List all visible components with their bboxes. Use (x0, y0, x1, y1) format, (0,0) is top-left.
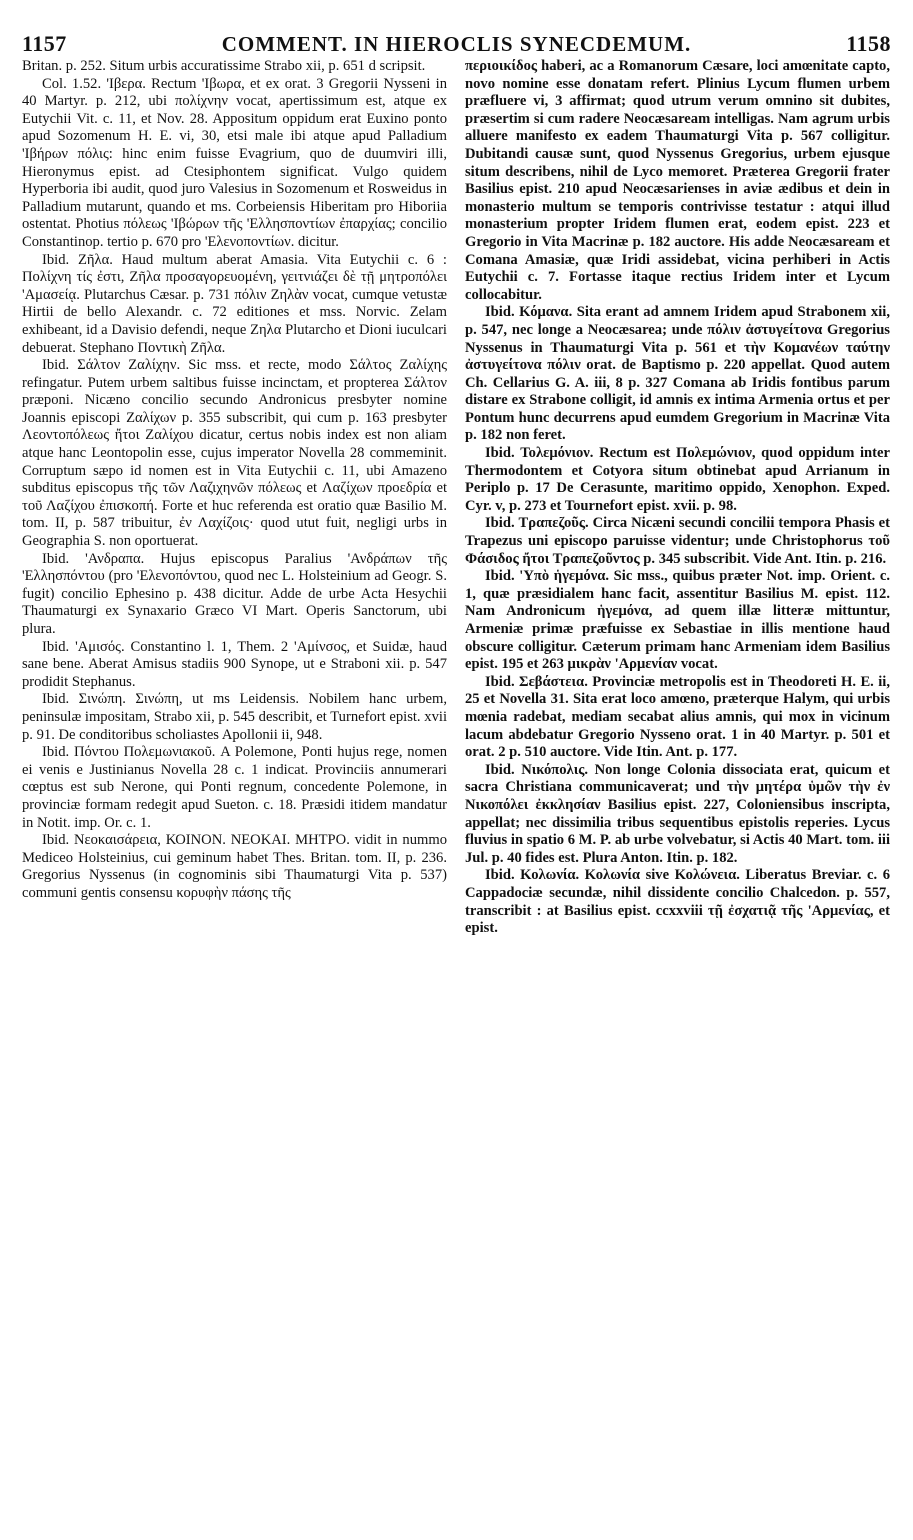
paragraph: Ibid. Νεοκαισάρεια, ΚΟΙΝΟΝ. ΝΕΟΚΑΙ. ΜΗΤΡΟ. vidit in nummo Mediceo Holsteinius, cui geminum habet Thes. Britan. tom. II, p. 236. Gregorius Nyssenus (in cognominis sibi Thaumaturgi Vita p. 537) communi gentis consensu κορυφὴν πάσης τῆς (22, 832, 447, 901)
page-header (22, 30, 891, 58)
right-page-number: 1158 (846, 31, 891, 56)
paragraph: Ibid. Ζῆλα. Haud multum aberat Amasia. Vita Eutychii c. 6 : Πολίχνη τίς ἐστι, Ζῆλα προσαγορευομένη, γειτνιάζει δὲ τῇ μητροπόλει 'Αμασείᾳ. Plutarchus Cæsar. p. 731 πόλιν Ζηλὰν vocat, cumque vetustæ Hirtii de bello Alexandr. c. 72 editiones et mss. Norvic. Zelam exhibeant, id a Davisio defendi, neque Ζηλα Plutarcho et Dioni iuculcari debuerat. Stephano Ποντικὴ Ζῆλα. (22, 251, 447, 356)
paragraph: Britan. p. 252. Situm urbis accuratissime Strabo xii, p. 651 d scripsit. (22, 58, 426, 74)
paragraph: περιοικίδος haberi, ac a Romanorum Cæsare, loci amœnitate capto, novo nomine esse donatam refert. Plinius Lycum flumen urbem præfluere vi, 3 affirmat; quod utrum verum omnino sit dubites, præsertim si cum radere Neocæsaream intelligas. Nam agrum urbis alluere manifesto ex eadem Thaumaturgi Vita p. 567 colligitur. Dubitandi causæ sunt, quod Nyssenus Gregorius, urbem ejusque situm describens, nihil de Lyco memoret. Præterea Gregorii frater Basilius epist. 210 apud Neocæsarienses in aviæ ædibus et dein in monasterio multum se temporis contrivisse testatur : atqui illud monasterium propter Iridem flumen erat, eodem epist. 223 et Gregorio in Vita Macrinæ p. 182 auctore. His adde Neocæsaream et Comana Amasiæ, quæ Iridi assidebat, vicina perhiberi in Actis Eutychii c. 7. Fortasse itaque rectius Iridem inter et Lycum collocabitur. (465, 58, 890, 303)
paragraph: Ibid. Τολεμόνιον. Rectum est Πολεμώνιον, quod oppidum inter Thermodontem et Cotyora situm obtinebat apud Arrianum in Periplo p. 17 De Cerasunte, maritimo oppido, Xenophon. Exped. Cyr. v, p. 273 et Tournefort epist. xvii. p. 98. (465, 445, 890, 514)
paragraph: Ibid. Νικόπολις. Non longe Colonia dissociata erat, quicum et sacra Christiana communicaverat; und τὴν μητέρα ὑμῶν τὴν ἐν Νικοπόλει ἐκκλησίαν Basilius epist. 227, Coloniensibus inscripta, appellat; nec dissimilia tribus sequentibus epistolis reperies. Lycus fluvius in spatio 6 M. P. ab urbe volvebatur, si Actis 40 Mart. tom. iii Jul. p. 40 fides est. Plura Anton. Itin. p. 182. (465, 761, 890, 866)
paragraph: Ibid. Σεβάστεια. Provinciæ metropolis est in Theodoreti H. E. ii, 25 et Novella 31. Sita erat loco amœno, præterque Halym, qui urbis mœnia radebat, mediam secabat alius amnis, qui mox in vicinum lacum abdebatur Gregorio Nysseno orat. 1 in 40 Martyr. p. 501 et orat. 2 p. 510 auctore. Vide Itin. Ant. p. 177. (465, 673, 890, 761)
text-columns (22, 58, 891, 1518)
paragraph: Ibid. 'Υπὸ ἡγεμόνα. Sic mss., quibus præter Not. imp. Orient. c. 1, quæ præsidialem hanc facit, assentitur Basilius M. epist. 112. Nam Andronicum ἡγεμόνα, ad quem illæ litteræ mittuntur, Armeniæ primæ præfuisse ex Sebastiae in illis mentione haud obscure colligitur. Cæterum primam hanc Armeniam idem Basilius epist. 195 et 263 μικρὰν 'Αρμενίαν vocat. (465, 568, 890, 673)
paragraph: Ibid. Τραπεζοῦς. Circa Nicæni secundi concilii tempora Phasis et Trapezus uni episcopo paruisse videntur; unde Christophorus τοῦ Φάσιδος ἤτοι Τραπεζοῦντος p. 345 subscribit. Vide Ant. Itin. p. 216. (465, 515, 890, 567)
left-column (22, 58, 447, 1518)
paragraph: Ibid. Σινώπη. Σινώπη, ut ms Leidensis. Nobilem hanc urbem, peninsulæ impositam, Strabo xii, p. 545 describit, et Turnefort epist. xvii p. 91. De conditoribus scholiastes Apollonii ii, 948. (22, 691, 447, 743)
paragraph: Ibid. Σάλτον Ζαλίχην. Sic mss. et recte, modo Σάλτος Ζαλίχης refingatur. Putem urbem saltibus fuisse incinctam, et propterea Σάλτον præponi. Nicæno concilio secundo Andronicus presbyter nomine Joannis episcopi Ζαλίχων p. 355 subscribit, qui cum p. 163 presbyter Λεοντοπόλεως ἤτοι Ζαλίχου dicatur, certus nobis index est non aliam atque hanc Leontopolin esse, cujus imperator Novella 28 commeminit. Corruptum sæpo id nomen est in Vita Eutychii c. 11, ubi Amazeno subditus episcopus τῆς τῶν Λαζιχηνῶν πόλεως et Λαζίχων προεδρία et τοῦ Λαζίχου ἐπισκοπή. Forte et huc referenda est oratio quæ Basilio M. tom. II, p. 587 tribuitur, ἐν Λαχίζοις· quod utut fuit, negligi urbs in Geographia S. non oportuerat. (22, 357, 447, 550)
paragraph: Col. 1.52. 'Ιβερα. Rectum 'Ιβωρα, et ex orat. 3 Gregorii Nysseni in 40 Martyr. p. 212, ubi πολίχνην vocat, apertissimum est, atque ex Eutychii Vit. c. 11, et Nov. 28. Appositum oppidum erat Euxino ponto apud Sozomenum H. E. vi, 30, etsi male ibi atque apud Palladium 'Ιβήρων πόλις: hinc enim fuisse Evagrium, quo de duumviri illi, Hieronymus epist. ad Ctesiphontem significat. Vulgo quidem Hyperboria ibi audit, quod juro Valesius in Sozomenum et Rosweidus in Palladium mutarunt, quando et ms. Corbeiensis Hiberitam pro Hiboriia ostentat. Photius πόλεως 'Ιβώρων τῆς 'Ελλησποντίων ἐπαρχίας; concilio Constantinop. tertio p. 670 pro 'Ελενοποντίων. dicitur. (22, 75, 447, 250)
paragraph: Ibid. Κολωνία. Κολωνία sive Κολώνεια. Liberatus Breviar. c. 6 Cappadociæ secundæ, nihil dissidente concilio Chalcedon. p. 557, transcribit : at Basilius epist. ccxxviii τῇ ἐσχατιᾷ τῆς 'Αρμενίας, et epist. (465, 867, 890, 937)
running-title: COMMENT. IN HIEROCLIS SYNECDEMUM. (221, 31, 692, 56)
paragraph: Ibid. 'Αμισός. Constantino l. 1, Them. 2 'Αμίνσος, et Suidæ, haud sane bene. Aberat Amisus stadiis 900 Synope, ut e Straboni xii. p. 547 prodidit Stephanus. (22, 638, 447, 690)
left-page-number: 1157 (22, 31, 67, 56)
right-column (465, 58, 890, 1518)
paragraph: Ibid. 'Ανδραπα. Hujus episcopus Paralius 'Ανδράπων τῆς 'Ελλησπόντου (pro 'Ελενοπόντου, quod nec L. Holsteinium ad Geogr. S. fugit) concilio Ephesino p. 438 dicitur. Adde de urbe Acta Hesychii Thaumaturgi ex Synaxario Græco VI Mart. Operis Sanctorum, ubi plura. (22, 550, 447, 637)
paragraph: Ibid. Κόμανα. Sita erant ad amnem Iridem apud Strabonem xii, p. 547, nec longe a Neocæsarea; unde πόλιν ἀστυγείτονα Gregorius Nyssenus in Thaumaturgi Vita p. 561 et τὴν Κομανέων ταύτην ἀστυγείτονα πόλιν orat. de Baptismo p. 220 appellat. Quod autem Ch. Cellarius G. A. iii, 8 p. 327 Comana ab Iridis fontibus parum distare ex Strabone colligit, id amnis ex intima Armenia ortus et per Pontum hunc decurrens apud eumdem Gregorium in Macrinæ Vita p. 182 non feret. (465, 304, 890, 444)
paragraph: Ibid. Πόντου Πολεμωνιακοῦ. A Polemone, Ponti hujus rege, nomen ei venis e Justinianus Novella 28 c. 1 indicat. Provinciis annumerari cœptus est sub Nerone, qui Ponti regnum, concedente Polemone, in provinciæ formam redegit apud Sueton. c. 18. Præsidi itidem mandatur in Notit. imp. Or. c. 1. (22, 744, 447, 831)
